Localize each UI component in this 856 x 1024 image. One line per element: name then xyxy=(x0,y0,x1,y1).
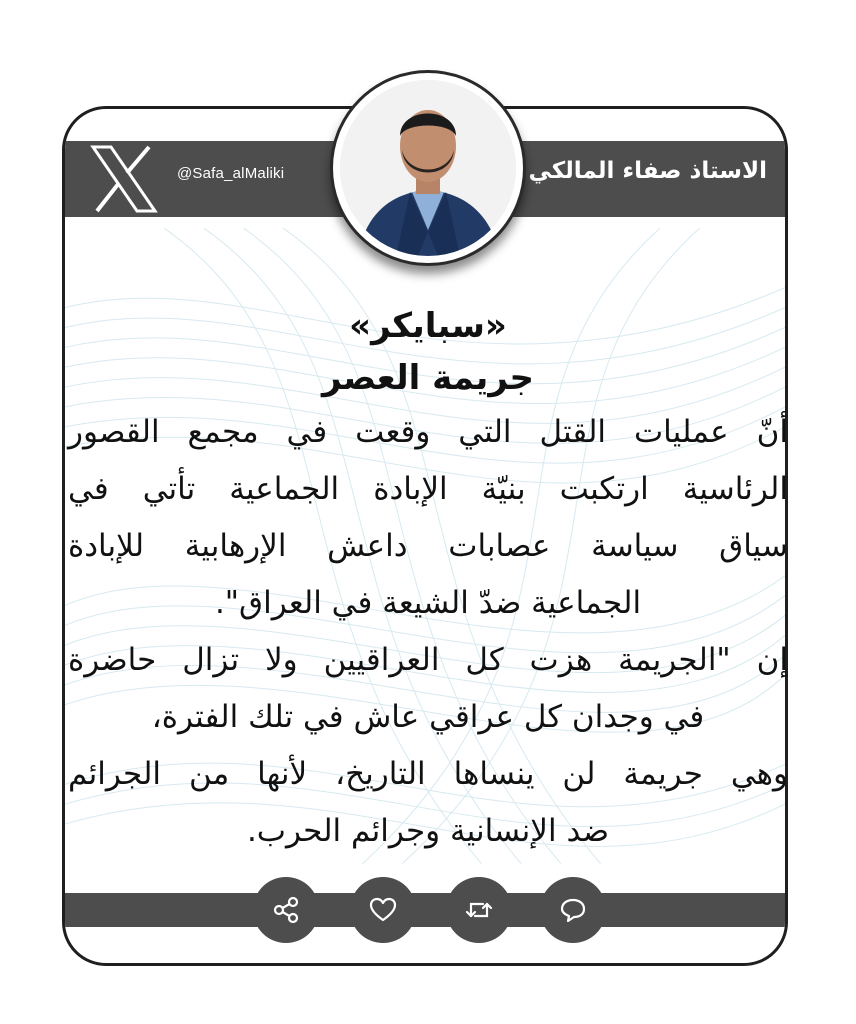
author-name: الاستاذ صفاء المالكي xyxy=(528,158,767,184)
reply-button[interactable] xyxy=(540,877,606,943)
heart-icon xyxy=(368,895,398,925)
body-line-4: الجماعية ضدّ الشيعة في العراق". xyxy=(214,585,642,621)
like-button[interactable] xyxy=(350,877,416,943)
body-line-1: أنّ عمليات القتل التي وقعت في مجمع القصور xyxy=(68,414,788,450)
footer-band xyxy=(65,893,785,927)
repost-icon xyxy=(464,895,494,925)
body-line-7: وهي جريمة لن ينساها التاريخ، لأنها من الجرائم xyxy=(68,756,788,792)
avatar[interactable] xyxy=(340,80,516,256)
share-button[interactable] xyxy=(253,877,319,943)
body-line-5: إن "الجريمة هزت كل العراقيين ولا تزال حاضرة xyxy=(68,642,788,678)
author-handle[interactable]: @Safa_alMaliki xyxy=(177,165,285,182)
body-line-8: ضد الإنسانية وجرائم الحرب. xyxy=(246,813,610,849)
post-subtitle: جريمة العصر xyxy=(322,358,534,398)
post-text xyxy=(68,300,788,860)
body-line-2: الرئاسية ارتكبت بنيّة الإبادة الجماعية تأتي في xyxy=(68,471,788,507)
comment-icon xyxy=(558,895,588,925)
repost-button[interactable] xyxy=(446,877,512,943)
body-line-6: في وجدان كل عراقي عاش في تلك الفترة، xyxy=(151,699,705,735)
avatar-photo xyxy=(340,80,516,256)
body-line-3: سياق سياسة عصابات داعش الإرهابية للإبادة xyxy=(68,528,788,564)
x-logo-icon xyxy=(89,143,159,215)
share-icon xyxy=(271,895,301,925)
post-title: «سبايكر» xyxy=(349,306,507,346)
